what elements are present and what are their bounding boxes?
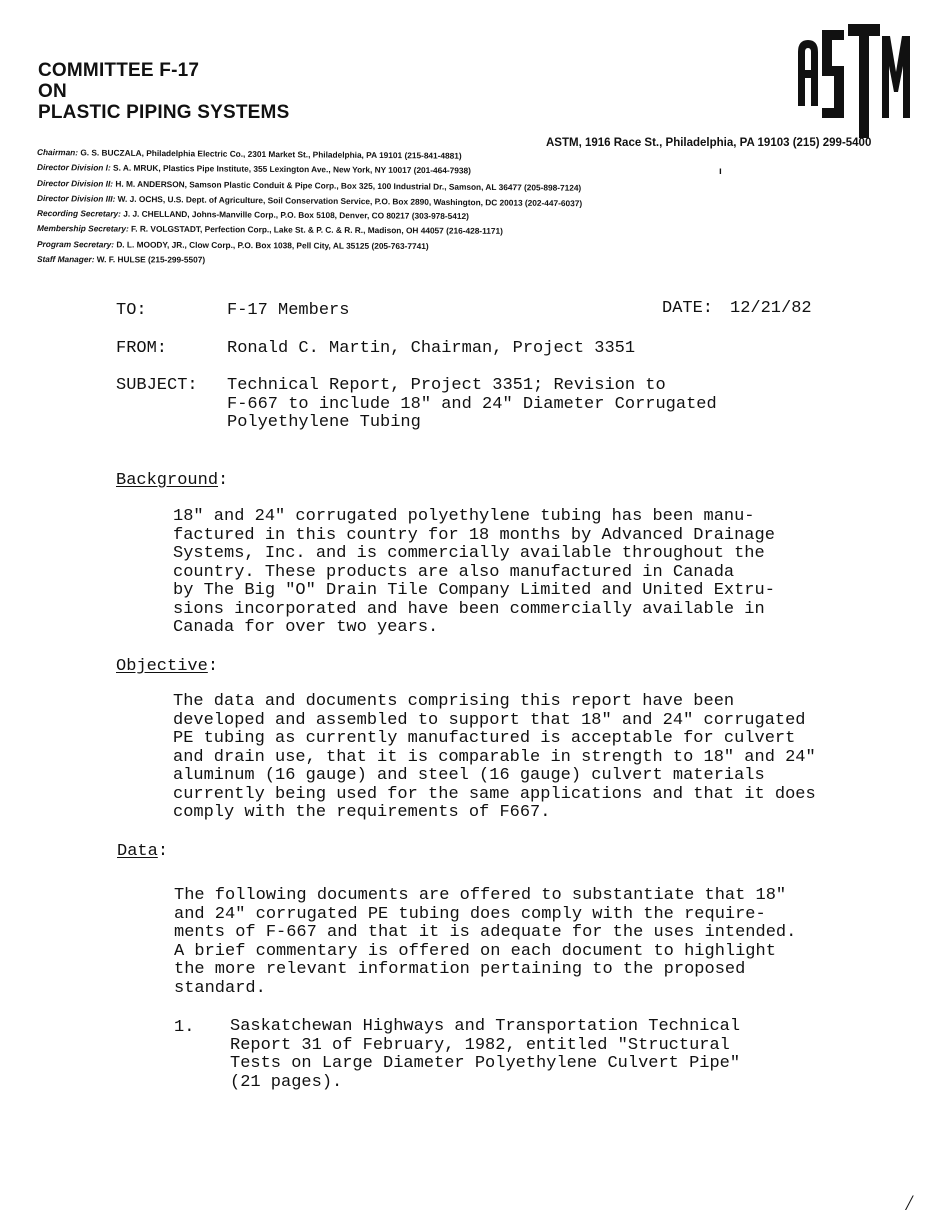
subject-line: Polyethylene Tubing: [227, 413, 421, 432]
list-item-number: 1.: [174, 1018, 195, 1037]
paragraph-line: The data and documents comprising this report have been: [173, 692, 735, 711]
officer-line: Staff Manager: W. F. HULSE (215-299-5507): [36, 254, 206, 265]
officer-line: Program Secretary: D. L. MOODY, JR., Clow Corp., P.O. Box 1038, Pell City, AL 35125 (205-763-7741): [36, 238, 429, 251]
officer-line: Membership Secretary: F. R. VOLGSTADT, Perfection Corp., Lake St. & P. C. & R. R., Madison, OH 44057 (216-428-1171): [36, 223, 503, 237]
paragraph-line: aluminum (16 gauge) and steel (16 gauge) culvert materials: [173, 766, 765, 785]
subject-line: Technical Report, Project 3351; Revision to: [227, 376, 666, 395]
date-value: 12/21/82: [730, 299, 812, 318]
paragraph-line: The following documents are offered to substantiate that 18": [174, 886, 787, 905]
background-paragraph: [173, 508, 775, 638]
paragraph-line: country. These products are also manufactured in Canada: [173, 562, 735, 582]
committee-line: ON: [38, 81, 67, 102]
officer-line: Chairman: G. S. BUCZALA, Philadelphia Electric Co., 2301 Market St., Philadelphia, PA 19101 (215-841-4881): [36, 147, 462, 161]
subject-label: SUBJECT:: [116, 376, 198, 395]
paragraph-line: Canada for over two years.: [173, 618, 439, 637]
astm-address: ASTM, 1916 Race St., Philadelphia, PA 19103 (215) 299-5400: [546, 137, 872, 149]
paragraph-line: and drain use, that it is comparable in strength to 18" and 24": [173, 747, 816, 767]
data-paragraph: [174, 887, 796, 998]
paragraph-line: factured in this country for 18 months by Advanced Drainage: [173, 525, 775, 545]
objective-paragraph: [173, 693, 816, 823]
background-heading: Background:: [116, 471, 229, 490]
list-item: [230, 1018, 740, 1092]
logo-letter-s: [822, 30, 844, 118]
paragraph-line: and 24" corrugated PE tubing does comply with the require-: [174, 904, 766, 924]
paragraph-line: the more relevant information pertaining to the proposed: [174, 960, 746, 979]
list-item-line: (21 pages).: [230, 1072, 343, 1092]
paragraph-line: standard.: [174, 978, 266, 998]
officer-line: Director Division I: S. A. MRUK, Plastics Pipe Institute, 355 Lexington Ave., New York, NY 10017 (201-464-7938): [36, 162, 471, 176]
paragraph-line: developed and assembled to support that 18" and 24" corrugated: [173, 710, 806, 730]
logo-letter-t: [848, 24, 880, 138]
from-label: FROM:: [116, 339, 168, 358]
officers-list: [37, 145, 582, 267]
data-heading: Data:: [117, 842, 169, 861]
logo-letter-a: [798, 40, 818, 106]
paragraph-line: sions incorporated and have been commercially available in: [173, 599, 765, 619]
to-value: F-17 Members: [227, 301, 350, 320]
to-label: TO:: [116, 301, 147, 320]
from-value: Ronald C. Martin, Chairman, Project 3351: [227, 339, 636, 358]
paragraph-line: currently being used for the same applications and that it does: [173, 784, 816, 804]
page-mark: /: [906, 1190, 913, 1215]
paragraph-line: 18" and 24" corrugated polyethylene tubing has been manu-: [173, 507, 755, 526]
list-item-line: Saskatchewan Highways and Transportation Technical: [230, 1017, 741, 1036]
list-item-line: Report 31 of February, 1982, entitled "Structural: [230, 1035, 730, 1055]
officer-line: Recording Secretary: J. J. CHELLAND, Johns-Manville Corp., P.O. Box 5108, Denver, CO 80217 (303-978-5412): [36, 208, 469, 222]
date-label: DATE:: [662, 299, 714, 318]
subject-value: [227, 377, 717, 433]
committee-line: PLASTIC PIPING SYSTEMS: [38, 102, 290, 123]
committee-line: COMMITTEE F-17: [38, 60, 200, 81]
paragraph-line: comply with the requirements of F667.: [173, 803, 551, 822]
committee-title: [38, 60, 289, 123]
paragraph-line: Systems, Inc. and is commercially available throughout the: [173, 544, 765, 563]
astm-logo: [792, 22, 912, 140]
paragraph-line: A brief commentary is offered on each document to highlight: [174, 941, 776, 961]
logo-letter-m: [882, 36, 910, 118]
list-item-line: Tests on Large Diameter Polyethylene Culvert Pipe": [230, 1054, 741, 1073]
officer-line: Director Division II: H. M. ANDERSON, Samson Plastic Conduit & Pipe Corp., Box 325, 100 Industrial Dr., Samson, AL 36477 (205-898-7124): [36, 177, 582, 193]
objective-heading: Objective:: [116, 657, 219, 676]
paragraph-line: ments of F-667 and that it is adequate for the uses intended.: [174, 923, 797, 942]
paragraph-line: PE tubing as currently manufactured is acceptable for culvert: [173, 729, 796, 748]
officer-line: Director Division III: W. J. OCHS, U.S. Dept. of Agriculture, Soil Conservation Service, P.O. Box 2890, Washington, DC 20013 (202-447-6037): [36, 192, 583, 209]
stray-mark: ı: [719, 166, 722, 177]
subject-line: F-667 to include 18" and 24" Diameter Corrugated: [227, 394, 717, 414]
paragraph-line: by The Big "O" Drain Tile Company Limited and United Extru-: [173, 581, 775, 600]
